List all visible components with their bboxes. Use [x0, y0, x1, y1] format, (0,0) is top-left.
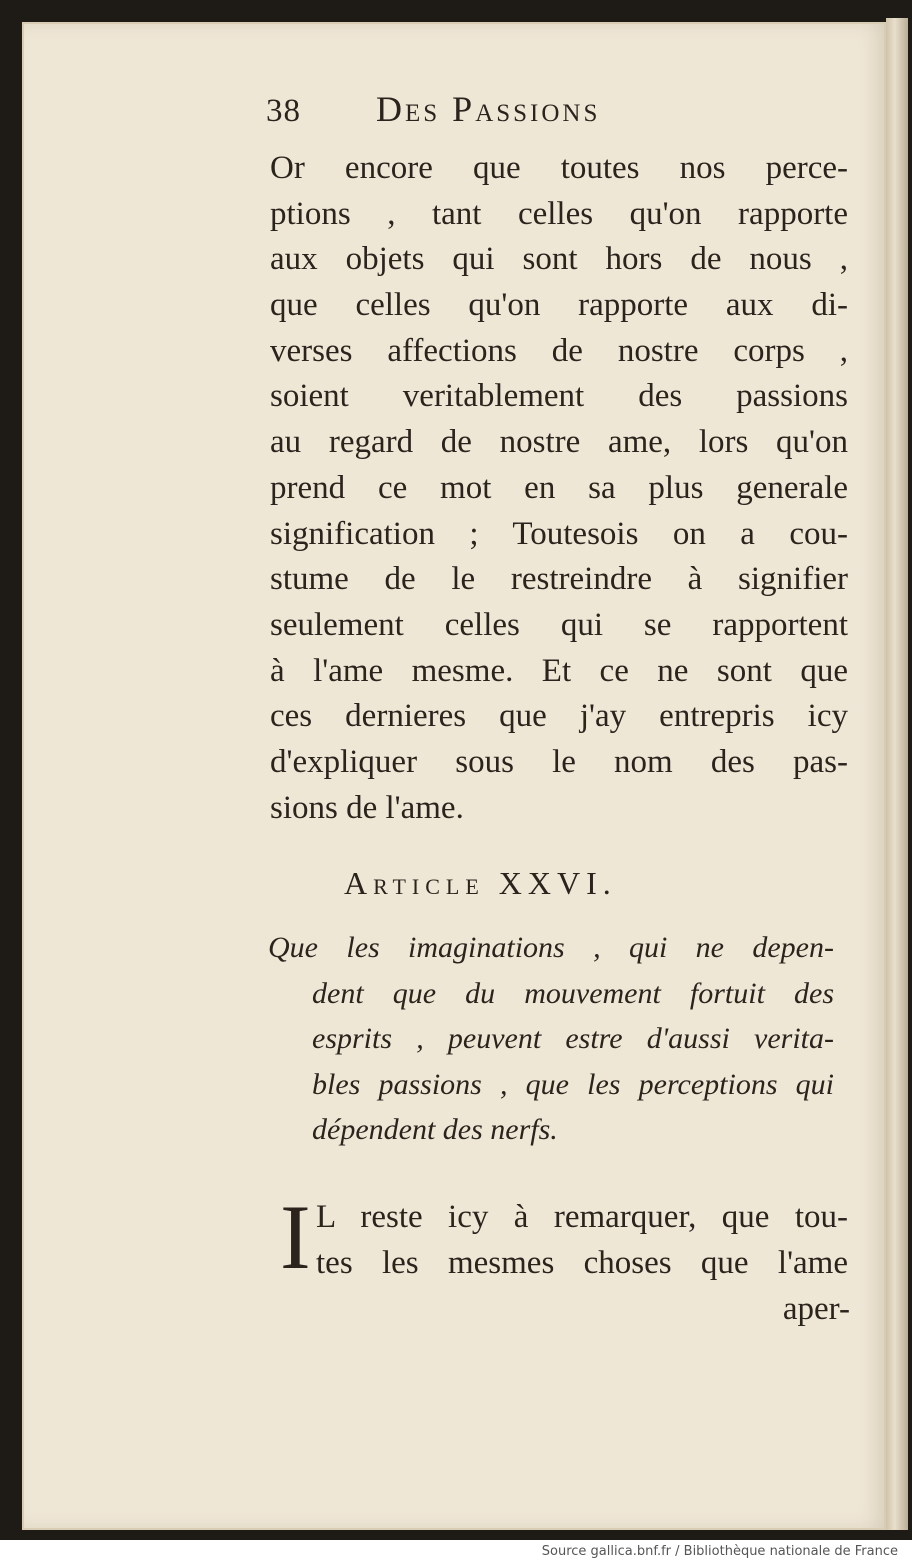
text-line: à l'ame mesme. Et ce ne sont que	[270, 652, 848, 689]
body-paragraph	[270, 146, 848, 831]
text-line: tes les mesmes choses que l'ame	[316, 1244, 848, 1281]
text-line: au regard de nostre ame, lors qu'on	[270, 424, 848, 461]
source-credit: Source gallica.bnf.fr / Bibliothèque nationale de France	[541, 1544, 898, 1559]
running-head	[254, 88, 850, 146]
text-line: d'expliquer sous le nom des pas-	[270, 743, 848, 780]
text-line: ces dernieres que j'ay entrepris icy	[270, 698, 848, 735]
heading-line: Que les imaginations , qui ne depen-	[268, 931, 834, 965]
article-paragraph	[254, 1185, 850, 1335]
book-fore-edge	[886, 18, 908, 1530]
paragraph-lines	[316, 1195, 848, 1286]
text-line: seulement celles qui se rapportent	[270, 606, 848, 643]
heading-line: bles passions , que les perceptions qui	[312, 1067, 834, 1101]
text-line: signification ; Toutesois on a cou-	[270, 515, 848, 552]
text-line: prend ce mot en sa plus generale	[270, 469, 848, 506]
catchword: aper-	[782, 1290, 850, 1327]
page-number: 38	[266, 93, 301, 129]
text-line: Or encore que toutes nos perce-	[270, 150, 848, 186]
article-heading	[254, 925, 834, 1153]
running-title: Des Passions	[376, 89, 601, 129]
text-line: stume de le restreindre à signifier	[270, 561, 848, 598]
article-title: Article XXVI.	[344, 865, 617, 902]
text-line: sions de l'ame.	[270, 789, 464, 826]
drop-cap: I	[280, 1185, 311, 1288]
page-text	[254, 88, 850, 1335]
text-line: que celles qu'on rapporte aux di-	[270, 287, 848, 324]
text-line: ptions , tant celles qu'on rapporte	[270, 195, 848, 232]
heading-line: dent que du mouvement fortuit des	[312, 976, 834, 1010]
text-line: verses affections de nostre corps ,	[270, 332, 848, 369]
heading-line: dépendent des nerfs.	[312, 1113, 558, 1147]
heading-line: esprits , peuvent estre d'aussi verita-	[312, 1022, 834, 1056]
text-line: aux objets qui sont hors de nous ,	[270, 241, 848, 278]
text-line: soient veritablement des passions	[270, 378, 848, 415]
text-line: L reste icy à remarquer, que tou-	[316, 1198, 848, 1235]
